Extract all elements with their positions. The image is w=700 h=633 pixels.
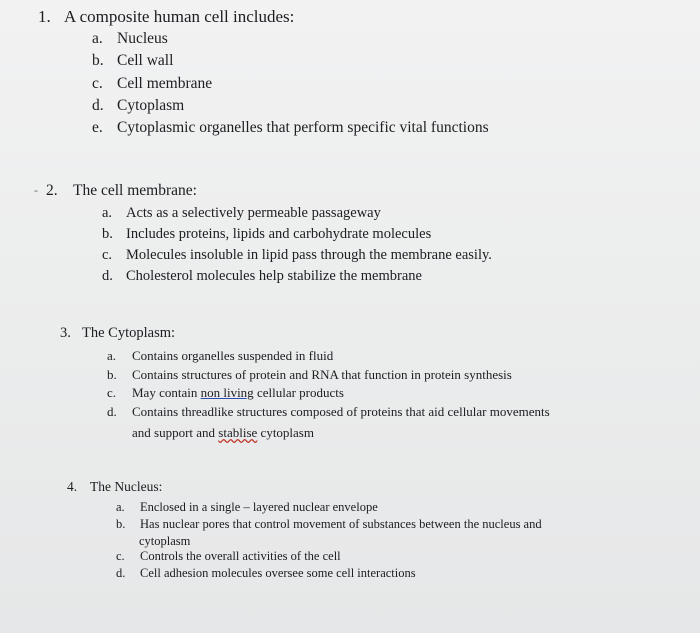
option-text: Includes proteins, lipids and carbohydrate molecules <box>126 226 432 242</box>
option-text-part: cellular products <box>253 385 344 400</box>
option-letter: b. <box>107 366 117 382</box>
option-letter: c. <box>92 74 103 92</box>
underlined-phrase: non living <box>200 385 254 400</box>
option-text: Cholesterol molecules help stabilize the membrane <box>126 268 422 284</box>
question-number: 2. <box>46 182 58 199</box>
option-text: Controls the overall activities of the cell <box>140 549 341 563</box>
option-text: Cytoplasmic organelles that perform specific vital functions <box>117 119 489 137</box>
question-title: The cell membrane: <box>73 182 197 199</box>
option-letter: a. <box>102 205 113 221</box>
option-letter: b. <box>92 52 104 70</box>
option-text: Has nuclear pores that control movement of substances between the nucleus and <box>140 517 542 531</box>
option-text: Enclosed in a single – layered nuclear envelope <box>140 500 378 514</box>
option-text: Cell adhesion molecules oversee some cell interactions <box>140 566 416 580</box>
option-letter: d. <box>116 566 126 580</box>
question-title: The Nucleus: <box>90 479 163 494</box>
option-letter: d. <box>102 268 113 284</box>
option-text: Molecules insoluble in lipid pass through the membrane easily. <box>126 247 492 263</box>
question-number: 1. <box>38 7 51 26</box>
question-number: 3. <box>60 325 71 341</box>
option-d-continuation <box>132 425 314 441</box>
option-text: Cell membrane <box>117 74 213 92</box>
continuation-text-part: cytoplasm <box>257 425 314 440</box>
option-text: Acts as a selectively permeable passageway <box>126 205 381 221</box>
margin-mark: - <box>34 183 38 197</box>
option-text: Contains structures of protein and RNA that function in protein synthesis <box>132 366 512 382</box>
option-letter: a. <box>107 348 117 363</box>
option-text: Nucleus <box>117 30 168 47</box>
option-text: Cell wall <box>117 52 174 70</box>
option-text: Cytoplasm <box>117 96 185 114</box>
option-letter: a. <box>92 30 103 47</box>
option-letter: c. <box>116 549 125 563</box>
option-text: Contains threadlike structures composed of proteins that aid cellular movements <box>132 403 550 419</box>
option-b-continuation: cytoplasm <box>139 534 191 548</box>
option-text: Contains organelles suspended in fluid <box>132 348 334 363</box>
option-letter: c. <box>107 385 117 400</box>
option-letter: d. <box>107 403 117 419</box>
option-text-part: May contain <box>132 385 201 400</box>
question-title: A composite human cell includes: <box>64 7 295 26</box>
question-title: The Cytoplasm: <box>82 325 176 341</box>
option-letter: b. <box>116 517 126 531</box>
option-letter: c. <box>102 247 113 263</box>
option-letter: e. <box>92 119 103 137</box>
option-text <box>132 385 344 401</box>
option-letter: b. <box>102 226 113 242</box>
question-number: 4. <box>67 479 78 494</box>
option-letter: d. <box>92 96 104 114</box>
option-letter: a. <box>116 500 125 514</box>
continuation-text-part: and support and <box>132 425 219 440</box>
misspelled-word: stablise <box>218 425 258 440</box>
